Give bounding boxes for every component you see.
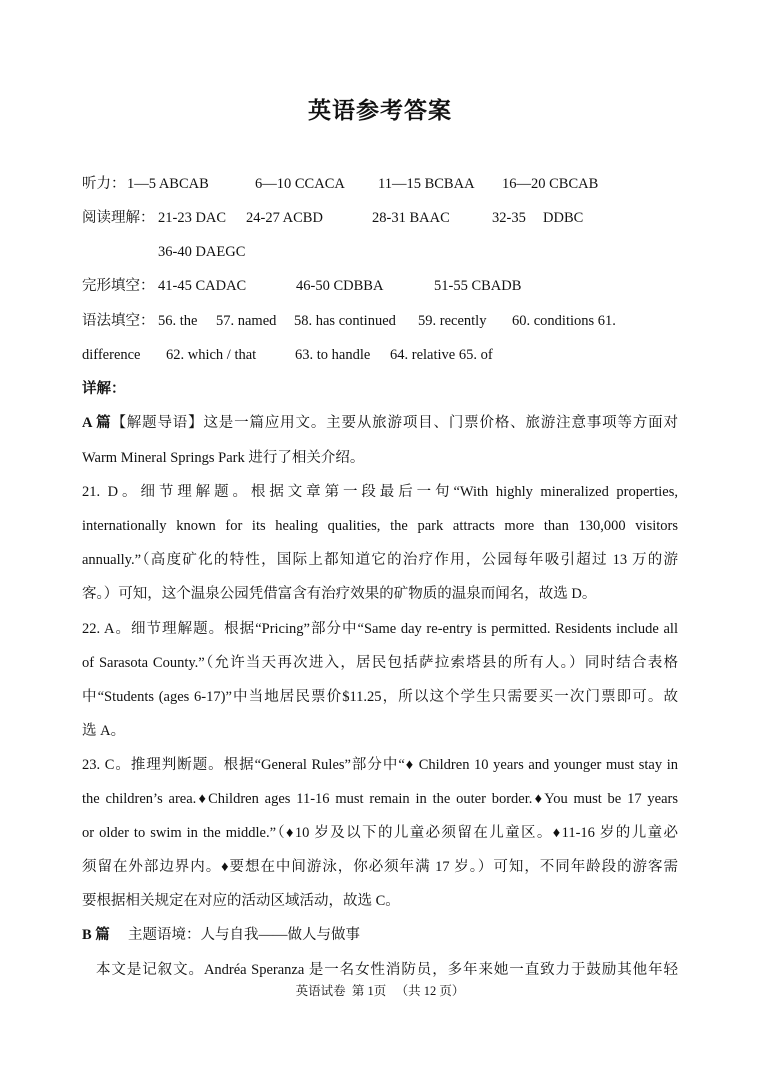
- listening-group: 1—5 ABCAB: [127, 176, 209, 192]
- reading-group: 24-27 ACBD: [246, 210, 323, 226]
- cloze-group: 41-45 CADAC: [158, 278, 247, 294]
- footer-subject: 英语试卷: [295, 984, 346, 998]
- q22-explanation-line: 选 A。: [82, 723, 126, 739]
- reading-label: 阅读理解：: [82, 210, 155, 226]
- section-b-intro-line: 本文是记叙文。Andréa Speranza 是一名女性消防员，多年来她一直致力于鼓励其他年轻: [96, 962, 678, 978]
- grammar-label: 语法填空：: [82, 313, 155, 329]
- cloze-group: 51-55 CBADB: [434, 278, 522, 294]
- section-a-intro-line: Warm Mineral Springs Park 进行了相关介绍。: [82, 450, 365, 466]
- grammar-item: 63. to handle: [295, 347, 371, 363]
- q21-explanation-line: 21. D。细节理解题。根据文章第一段最后一句“With highly mineralized properties,: [82, 484, 678, 500]
- cloze-group: 46-50 CDBBA: [296, 278, 384, 294]
- grammar-item: 60. conditions 61.: [512, 313, 616, 329]
- footer-page-number: 第 1页: [351, 984, 387, 998]
- q22-explanation-line: 中“Students (ages 6-17)”中当地居民票价$11.25，所以这个学生只需要买一次门票即可。故: [82, 689, 678, 705]
- listening-group: 11—15 BCBAA: [378, 176, 475, 192]
- footer-total-pages: （共 12 页）: [395, 984, 465, 998]
- q23-explanation-line: 要根据相关规定在对应的活动区域活动，故选 C。: [82, 893, 400, 909]
- listening-label: 听力：: [82, 176, 126, 192]
- section-b-marker: B 篇: [82, 927, 110, 943]
- q23-explanation-line: or older to swim in the middle.”（♦10 岁及以下的儿童必须留在儿童区。♦11-16 岁的儿童必: [82, 825, 678, 841]
- section-b-theme: 主题语境：人与自我——做人与做事: [128, 927, 360, 943]
- grammar-item: 59. recently: [418, 313, 487, 329]
- reading-group: DDBC: [543, 210, 584, 226]
- grammar-item: difference: [82, 347, 141, 363]
- grammar-item: 62. which / that: [166, 347, 257, 363]
- q22-explanation-line: of Sarasota County.”（允许当天再次进入，居民包括萨拉索塔县的所有人。）同时结合表格: [82, 655, 678, 671]
- page-title: 英语参考答案: [308, 98, 452, 123]
- listening-group: 16—20 CBCAB: [502, 176, 599, 192]
- q23-explanation-line: the children’s area.♦Children ages 11-16 must remain in the outer border.♦You must be 17 years: [82, 791, 678, 807]
- grammar-item: 56. the: [158, 313, 198, 329]
- section-a-marker: A 篇: [82, 415, 112, 431]
- listening-group: 6—10 CCACA: [255, 176, 345, 192]
- q21-explanation-line: 客。）可知，这个温泉公园凭借富含有治疗效果的矿物质的温泉而闻名，故选 D。: [82, 586, 597, 602]
- page-footer: [0, 981, 760, 1001]
- q23-explanation-line: 23. C。推理判断题。根据“General Rules”部分中“♦ Children 10 years and younger must stay in: [82, 757, 678, 773]
- grammar-item: 57. named: [216, 313, 277, 329]
- section-a-intro-line: [82, 410, 678, 436]
- q21-explanation-line: internationally known for its healing qualities, the park attracts more than 130,000 visitors: [82, 518, 678, 534]
- reading-group: 32-35: [492, 210, 526, 226]
- cloze-label: 完形填空：: [82, 278, 155, 294]
- reading-group: 28-31 BAAC: [372, 210, 450, 226]
- q23-explanation-line: 须留在外部边界内。♦要想在中间游泳，你必须年满 17 岁。）可知，不同年龄段的游客需: [82, 859, 678, 875]
- section-a-intro-text: 【解题导语】这是一篇应用文。主要从旅游项目、门票价格、旅游注意事项等方面对: [111, 415, 678, 431]
- q22-explanation-line: 22. A。细节理解题。根据“Pricing”部分中“Same day re-entry is permitted. Residents include all: [82, 621, 678, 637]
- grammar-item: 64. relative 65. of: [390, 347, 493, 363]
- details-heading: 详解：: [82, 381, 126, 397]
- reading-group: 36-40 DAEGC: [158, 244, 246, 260]
- reading-group: 21-23 DAC: [158, 210, 227, 226]
- grammar-item: 58. has continued: [294, 313, 396, 329]
- q21-explanation-line: annually.”（高度矿化的特性，国际上都知道它的治疗作用，公园每年吸引超过 13 万的游: [82, 552, 678, 568]
